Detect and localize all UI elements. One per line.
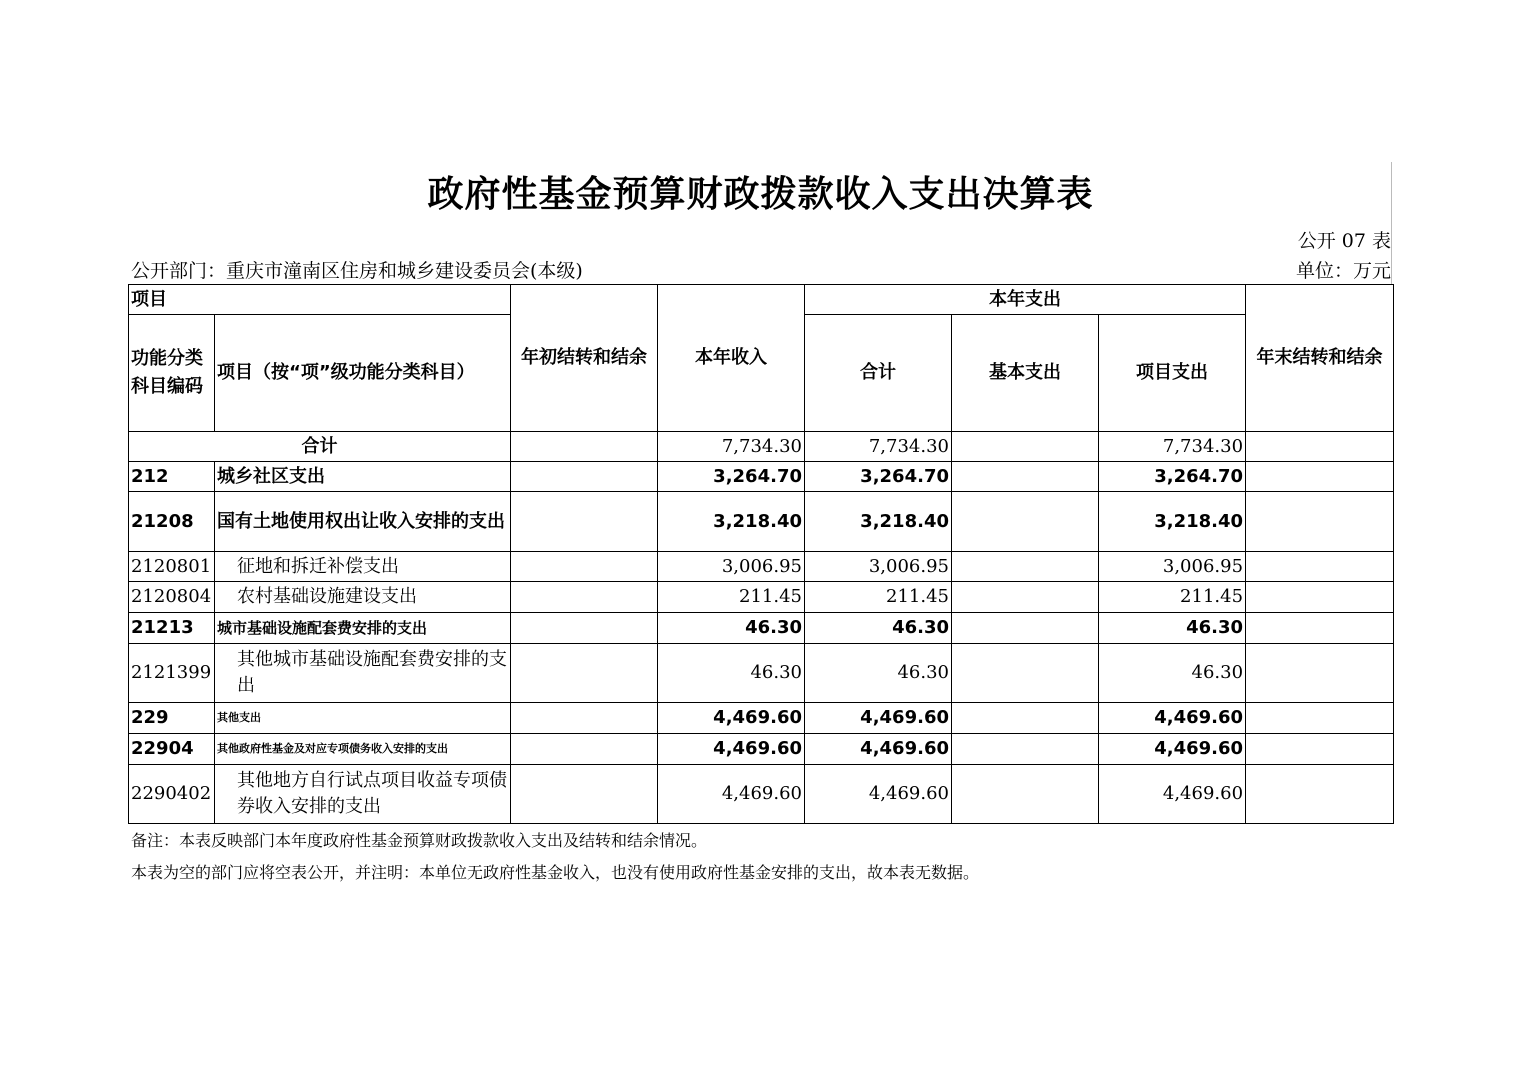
cell-opening [511,644,658,703]
cell-opening [511,462,658,492]
cell-project: 3,218.40 [1099,492,1246,552]
cell-income: 211.45 [658,582,805,613]
cell-opening [511,765,658,824]
cell-closing [1246,613,1394,644]
total-label: 合计 [129,432,511,462]
department-label: 公开部门：重庆市潼南区住房和城乡建设委员会(本级) [131,260,583,282]
cell-income: 3,006.95 [658,552,805,582]
cell-income: 46.30 [658,613,805,644]
header-item: 项目（按“项”级功能分类科目） [215,315,511,432]
table-row [129,613,1394,644]
cell-code: 22904 [129,734,215,765]
header-total: 合计 [805,315,952,432]
cell-opening [511,582,658,613]
cell-opening [511,613,658,644]
cell-name: 其他地方自行试点项目收益专项债券收入安排的支出 [215,765,511,824]
cell-closing [1246,462,1394,492]
cell-code: 21213 [129,613,215,644]
table-row [129,552,1394,582]
cell-total: 7,734.30 [805,432,952,462]
cell-income: 4,469.60 [658,703,805,734]
cell-project: 3,006.95 [1099,552,1246,582]
cell-opening [511,703,658,734]
cell-total: 4,469.60 [805,765,952,824]
cell-opening [511,432,658,462]
page-title: 政府性基金预算财政拨款收入支出决算表 [427,174,1094,215]
cell-project: 211.45 [1099,582,1246,613]
cell-name: 征地和拆迁补偿支出 [215,552,511,582]
note-empty-table: 本表为空的部门应将空表公开，并注明：本单位无政府性基金收入，也没有使用政府性基金安排的支出，故本表无数据。 [131,863,980,882]
cell-project: 4,469.60 [1099,734,1246,765]
header-code: 功能分类科目编码 [129,315,215,432]
cell-name: 农村基础设施建设支出 [215,582,511,613]
unit-label: 单位：万元 [1295,260,1391,282]
total-row [129,432,1394,462]
cell-basic [952,644,1099,703]
cell-basic [952,432,1099,462]
cell-project: 4,469.60 [1099,703,1246,734]
header-basic: 基本支出 [952,315,1099,432]
cell-basic [952,552,1099,582]
header-this-year-expenditure: 本年支出 [805,285,1246,315]
cell-income: 3,218.40 [658,492,805,552]
cell-closing [1246,734,1394,765]
cell-basic [952,703,1099,734]
cell-code: 2121399 [129,644,215,703]
cell-project: 7,734.30 [1099,432,1246,462]
header-closing-balance: 年末结转和结余 [1246,285,1394,432]
cell-project: 4,469.60 [1099,765,1246,824]
table-number: 公开 07 表 [1297,230,1391,252]
cell-total: 3,006.95 [805,552,952,582]
cell-income: 3,264.70 [658,462,805,492]
budget-table [128,284,1394,824]
cell-code: 229 [129,703,215,734]
cell-code: 2120804 [129,582,215,613]
cell-total: 4,469.60 [805,734,952,765]
cell-project: 46.30 [1099,644,1246,703]
cell-name: 城市基础设施配套费安排的支出 [215,613,511,644]
cell-closing [1246,765,1394,824]
cell-income: 4,469.60 [658,734,805,765]
cell-project: 46.30 [1099,613,1246,644]
header-income: 本年收入 [658,285,805,432]
cell-basic [952,734,1099,765]
cell-name: 城乡社区支出 [215,462,511,492]
table-row [129,582,1394,613]
cell-basic [952,765,1099,824]
cell-income: 46.30 [658,644,805,703]
header-project: 项目 [129,285,511,315]
cell-basic [952,462,1099,492]
cell-total: 3,264.70 [805,462,952,492]
cell-total: 3,218.40 [805,492,952,552]
cell-closing [1246,644,1394,703]
cell-project: 3,264.70 [1099,462,1246,492]
note-remark: 备注：本表反映部门本年度政府性基金预算财政拨款收入支出及结转和结余情况。 [131,831,708,850]
cell-opening [511,734,658,765]
cell-basic [952,582,1099,613]
cell-basic [952,492,1099,552]
cell-total: 46.30 [805,613,952,644]
cell-closing [1246,432,1394,462]
cell-income: 7,734.30 [658,432,805,462]
cell-income: 4,469.60 [658,765,805,824]
table-row [129,703,1394,734]
cell-code: 2120801 [129,552,215,582]
cell-total: 4,469.60 [805,703,952,734]
header-opening-balance: 年初结转和结余 [511,285,658,432]
table-row [129,734,1394,765]
cell-opening [511,492,658,552]
cell-closing [1246,552,1394,582]
table-row [129,765,1394,824]
cell-total: 211.45 [805,582,952,613]
table-row [129,492,1394,552]
table-row [129,644,1394,703]
cell-name: 其他支出 [215,703,511,734]
cell-name: 其他城市基础设施配套费安排的支出 [215,644,511,703]
cell-code: 212 [129,462,215,492]
cell-closing [1246,703,1394,734]
cell-closing [1246,492,1394,552]
cell-basic [952,613,1099,644]
cell-opening [511,552,658,582]
cell-name: 其他政府性基金及对应专项债务收入安排的支出 [215,734,511,765]
cell-code: 2290402 [129,765,215,824]
header-project-expenditure: 项目支出 [1099,315,1246,432]
cell-closing [1246,582,1394,613]
cell-code: 21208 [129,492,215,552]
table-row [129,462,1394,492]
cell-name: 国有土地使用权出让收入安排的支出 [215,492,511,552]
cell-total: 46.30 [805,644,952,703]
